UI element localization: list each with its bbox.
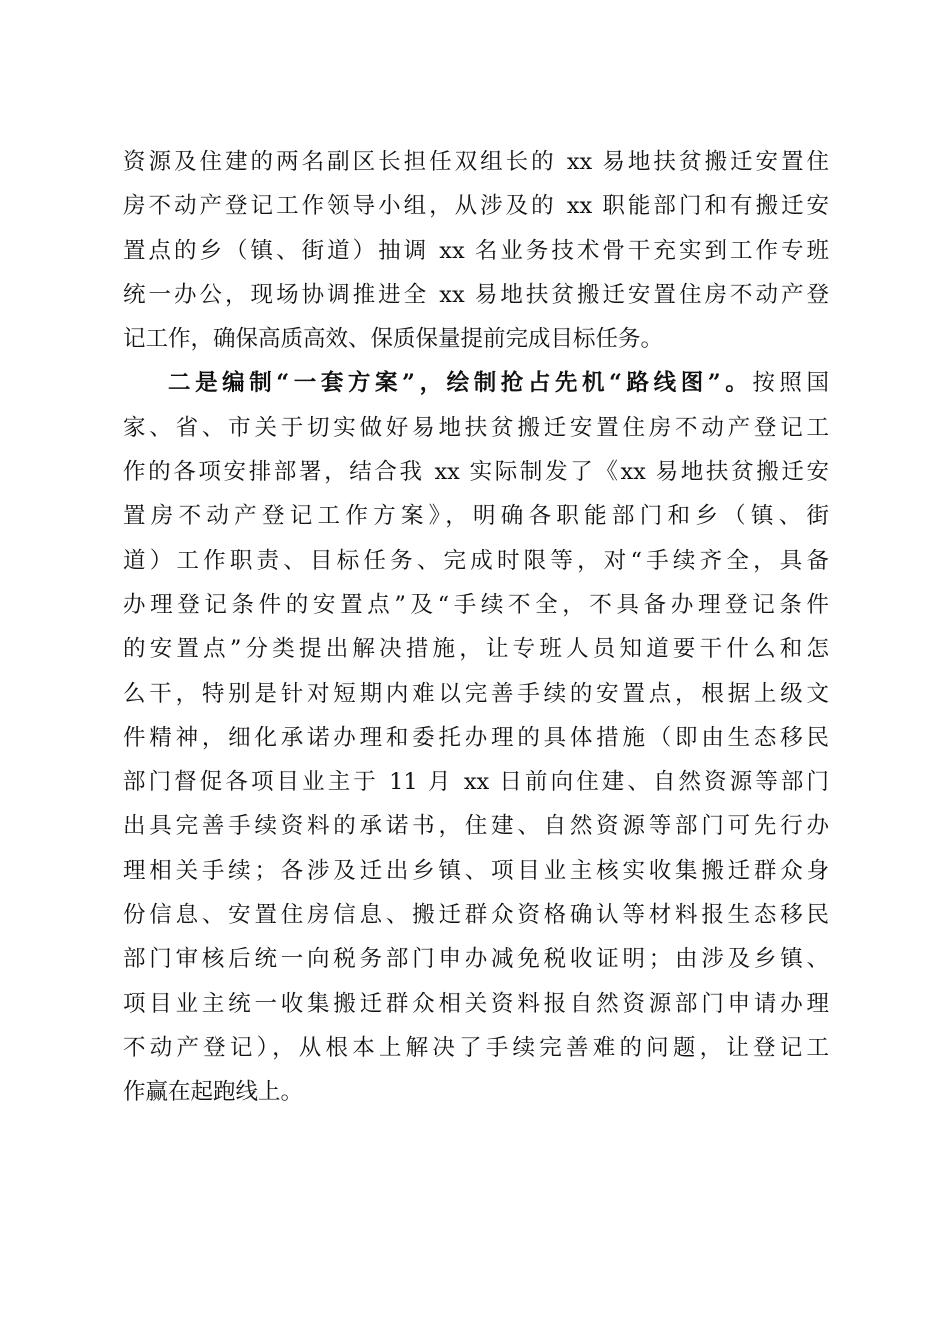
paragraph-2-line: 道）工作职责、目标任务、完成时限等，对“手续齐全，具备 [123, 547, 829, 574]
paragraph-2-line: 理相关手续；各涉及迁出乡镇、项目业主核实收集搬迁群众身 [123, 857, 829, 884]
paragraph-2-line: 出具完善手续资料的承诺书，住建、自然资源等部门可先行办 [123, 813, 829, 840]
paragraph-2-first-line-rest: 按照国 [752, 370, 829, 397]
paragraph-2-line: 么干，特别是针对短期内难以完善手续的安置点，根据上级文 [123, 680, 829, 707]
paragraph-2-lead-heading: 二是编制“一套方案”，绘制抢占先机“路线图”。 [168, 370, 753, 397]
paragraph-2-line: 办理登记条件的安置点”及“手续不全，不具备办理登记条件 [123, 591, 829, 618]
paragraph-1-line: 统一办公，现场协调推进全 xx 易地扶贫搬迁安置住房不动产登 [123, 281, 829, 308]
paragraph-2-line: 不动产登记），从根本上解决了手续完善难的问题，让登记工 [123, 1034, 829, 1061]
paragraph-2-line: 件精神，细化承诺办理和委托办理的具体措施（即由生态移民 [123, 724, 829, 751]
paragraph-2-line: 家、省、市关于切实做好易地扶贫搬迁安置住房不动产登记工 [123, 414, 829, 441]
paragraph-2-line: 项目业主统一收集搬迁群众相关资料报自然资源部门申请办理 [123, 990, 829, 1017]
paragraph-1-line: 记工作，确保高质高效、保质保量提前完成目标任务。 [123, 326, 664, 353]
paragraph-2-line: 置房不动产登记工作方案》，明确各职能部门和乡（镇、街 [123, 503, 829, 530]
paragraph-2-line: 份信息、安置住房信息、搬迁群众资格确认等材料报生态移民 [123, 902, 829, 929]
paragraph-2-line: 作赢在起跑线上。 [123, 1079, 304, 1106]
paragraph-2-first-line [123, 361, 829, 405]
paragraph-1-line: 置点的乡（镇、街道）抽调 xx 名业务技术骨干充实到工作专班 [123, 237, 829, 264]
paragraph-1-line: 房不动产登记工作领导小组，从涉及的 xx 职能部门和有搬迁安 [123, 193, 829, 220]
paragraph-2-line: 作的各项安排部署，结合我 xx 实际制发了《xx 易地扶贫搬迁安 [123, 459, 829, 486]
paragraph-2-line: 部门督促各项目业主于 11 月 xx 日前向住建、自然资源等部门 [123, 769, 829, 796]
paragraph-2 [123, 361, 829, 1114]
document-body [123, 140, 829, 1115]
paragraph-2-line: 部门审核后统一向税务部门申办减免税收证明；由涉及乡镇、 [123, 946, 829, 973]
paragraph-1 [123, 140, 829, 361]
paragraph-2-line: 的安置点”分类提出解决措施，让专班人员知道要干什么和怎 [123, 636, 829, 663]
paragraph-1-line: 资源及住建的两名副区长担任双组长的 xx 易地扶贫搬迁安置住 [123, 149, 829, 175]
